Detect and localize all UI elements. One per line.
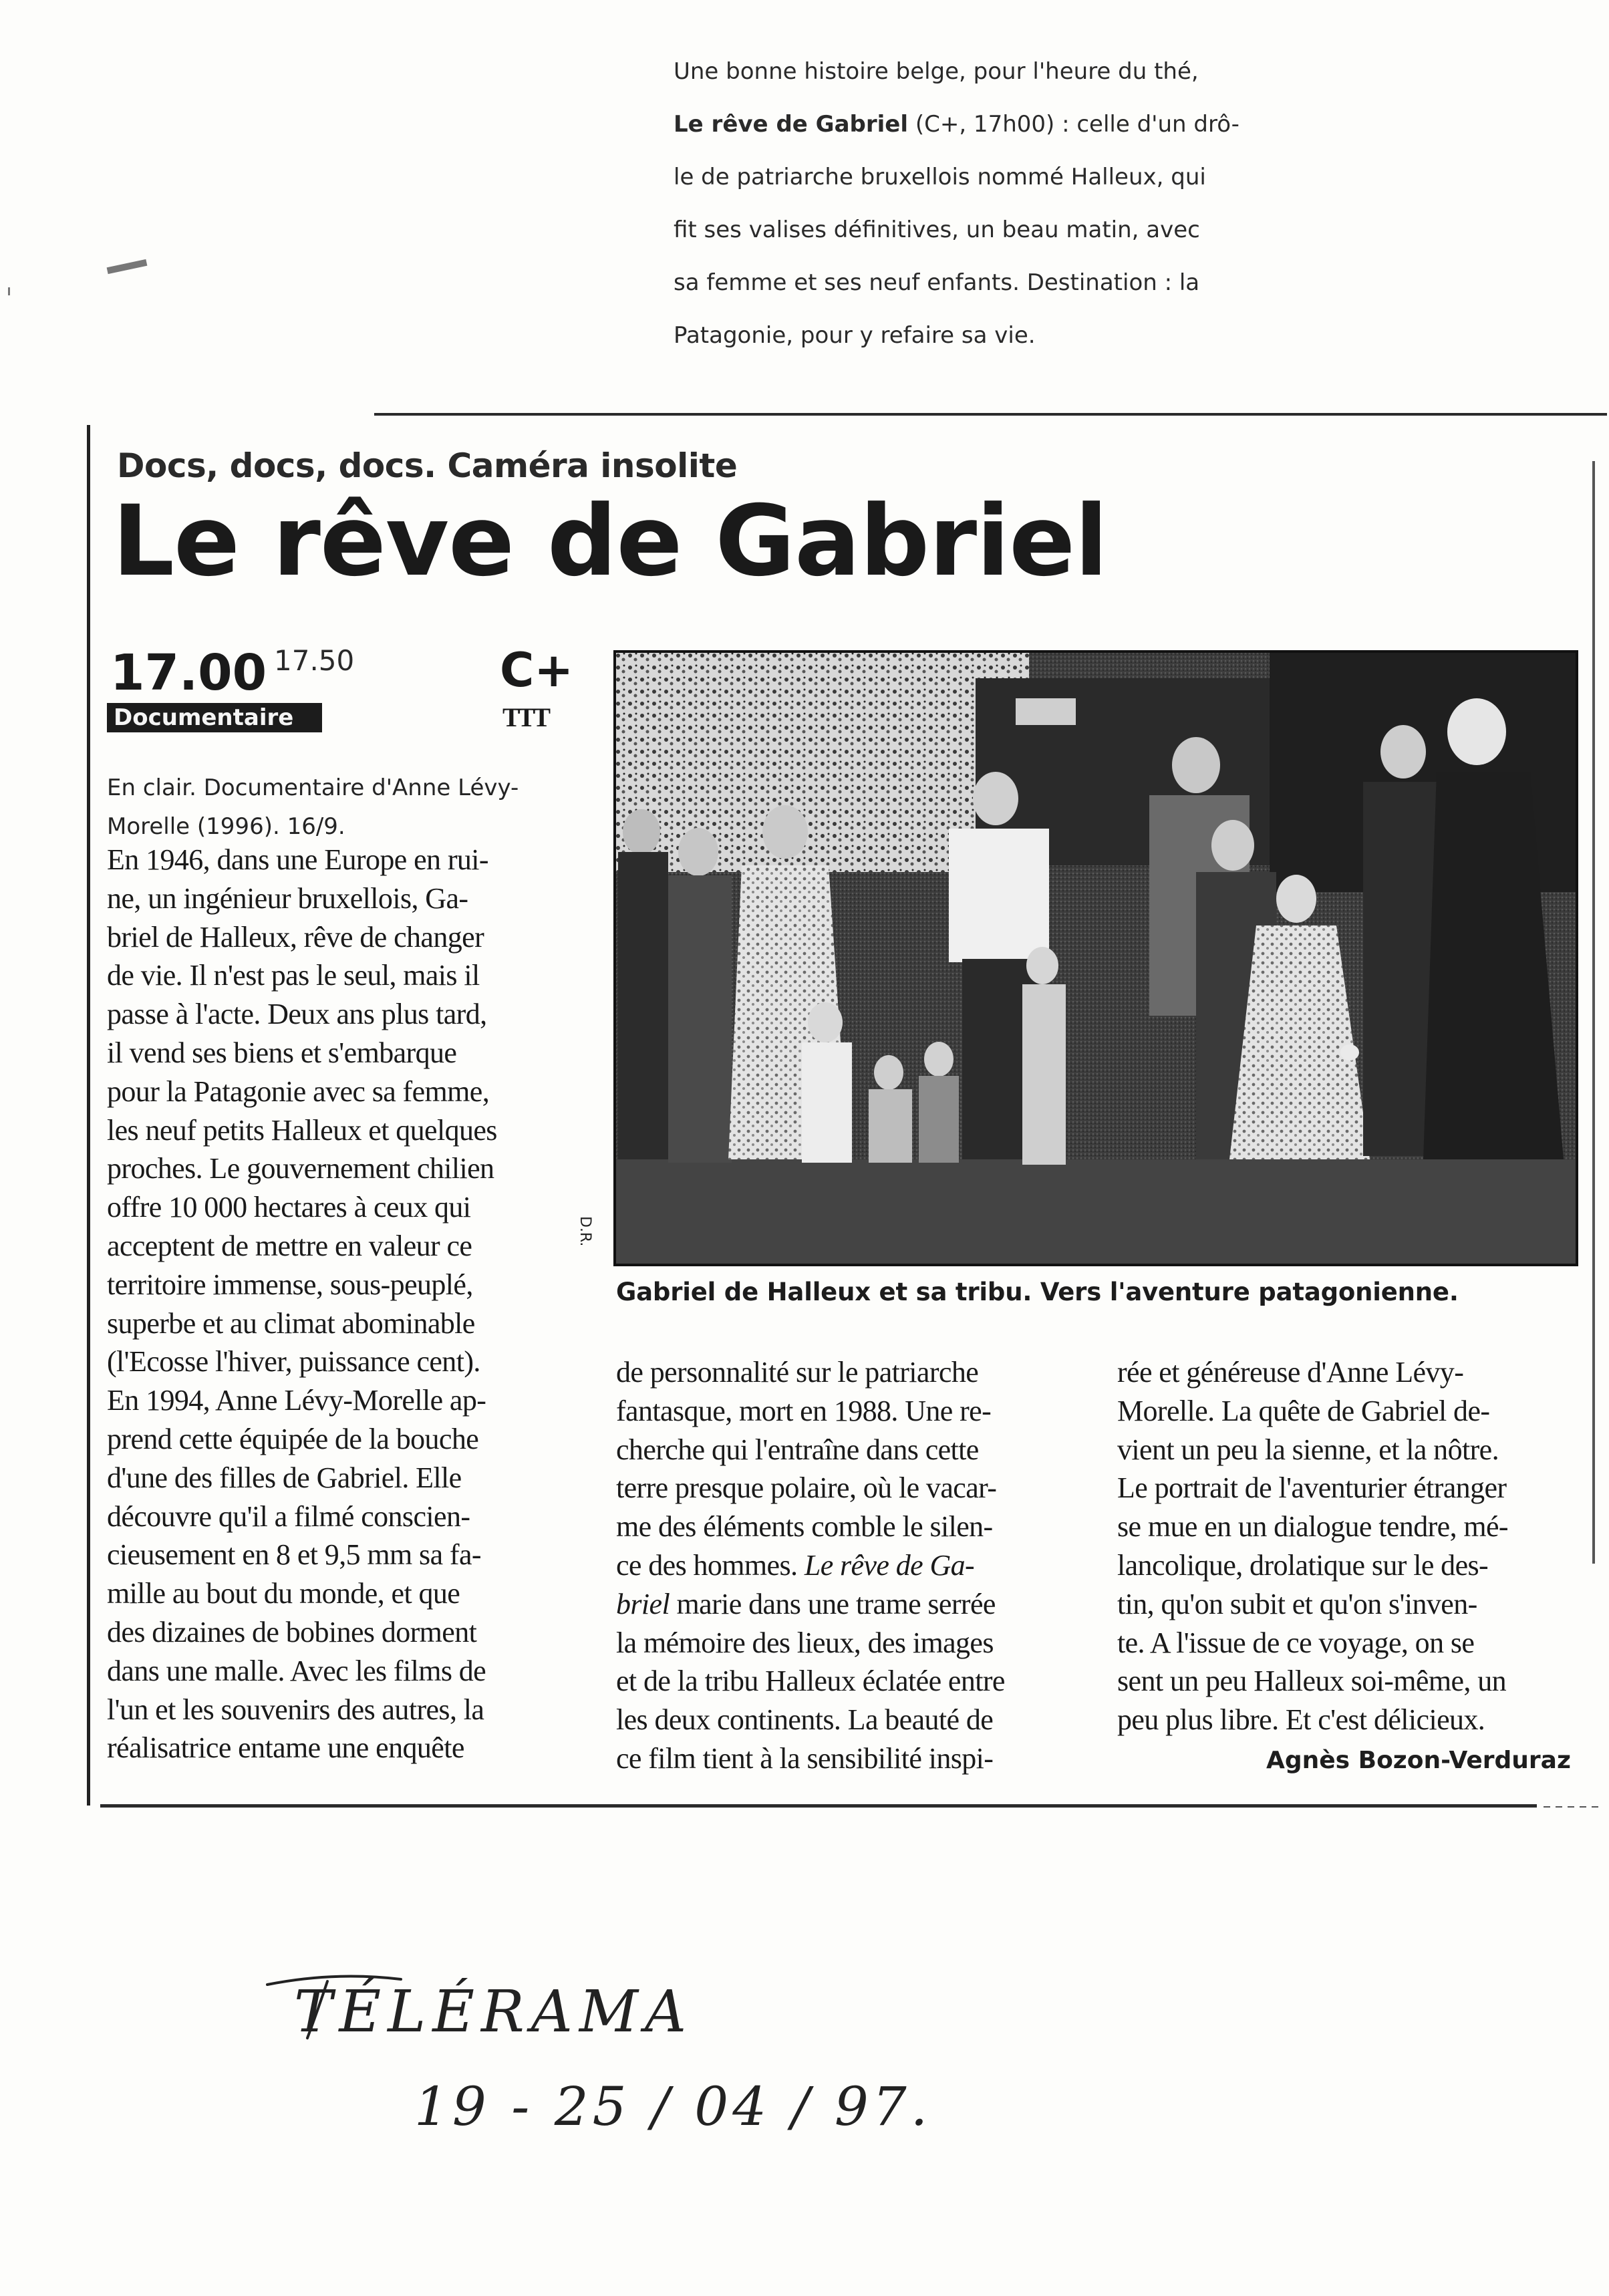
body-line: et de la tribu Halleux éclatée entre <box>616 1665 1005 1698</box>
body-line: me des éléments comble le silen- <box>616 1510 993 1544</box>
intro-line-rest: (C+, 17h00) : celle d'un drô- <box>908 111 1239 138</box>
scan-mark <box>107 259 148 274</box>
family-photo <box>615 652 1577 1265</box>
body-line: mille au bout du monde, et que <box>107 1577 460 1610</box>
body-line: Le portrait de l'aventurier étranger <box>1117 1471 1507 1505</box>
body-line: fantasque, mort en 1988. Une re- <box>616 1394 992 1427</box>
body-line: de vie. Il n'est pas le seul, mais il <box>107 959 480 992</box>
intro-line: Une bonne histoire belge, pour l'heure du thé, <box>674 58 1199 85</box>
body-line: superbe et au climat abominable <box>107 1306 475 1340</box>
genre-badge: Documentaire <box>107 703 322 732</box>
body-line: acceptent de mettre en valeur ce <box>107 1229 472 1262</box>
body-line: cieusement en 8 et 9,5 mm sa fa- <box>107 1538 481 1572</box>
article-lead <box>107 768 581 846</box>
body-line: proches. Le gouvernement chilien <box>107 1152 494 1185</box>
film-title: briel <box>616 1587 670 1620</box>
left-rule <box>87 425 90 1806</box>
body-line: passe à l'acte. Deux ans plus tard, <box>107 998 487 1031</box>
body-line: pour la Patagonie avec sa femme, <box>107 1074 490 1108</box>
body-line: ce film tient à la sensibilité inspi- <box>616 1741 994 1775</box>
intro-title: Le rêve de Gabriel <box>674 111 909 138</box>
intro-line: sa femme et ses neuf enfants. Destination : la <box>674 269 1200 296</box>
intro-line: le de patriarche bruxellois nommé Halleux, qui <box>674 164 1206 190</box>
author-byline: Agnès Bozon-Verduraz <box>1266 1747 1571 1774</box>
top-rule <box>374 413 1607 416</box>
body-line: prend cette équipée de la bouche <box>107 1422 479 1455</box>
body-line: des dizaines de bobines dorment <box>107 1615 477 1648</box>
body-line: te. A l'issue de ce voyage, on se <box>1117 1626 1475 1659</box>
body-line: les deux continents. La beauté de <box>616 1703 994 1737</box>
family-photo-illustration <box>615 652 1577 1265</box>
body-line: l'un et les souvenirs des autres, la <box>107 1693 484 1726</box>
body-line: peu plus libre. Et c'est délicieux. <box>1117 1703 1485 1737</box>
right-rule <box>1592 461 1595 1564</box>
body-line: réalisatrice entame une enquête <box>107 1731 464 1765</box>
body-line: découvre qu'il a filmé conscien- <box>107 1499 470 1533</box>
body-line: terre presque polaire, où le vacar- <box>616 1471 997 1505</box>
body-line <box>616 1546 1005 1585</box>
body-line: En 1994, Anne Lévy-Morelle ap- <box>107 1384 486 1417</box>
body-line: ne, un ingénieur bruxellois, Ga- <box>107 881 468 915</box>
body-line: vient un peu la sienne, et la nôtre. <box>1117 1433 1499 1466</box>
body-column-2 <box>616 1353 1005 1778</box>
body-line: En 1946, dans une Europe en rui- <box>107 843 488 876</box>
end-time: 17.50 <box>274 644 355 677</box>
body-column-3 <box>1117 1353 1508 1739</box>
body-line: offre 10 000 hectares à ceux qui <box>107 1191 471 1224</box>
body-line: tin, qu'on subit et qu'on s'inven- <box>1117 1587 1477 1620</box>
body-line: se mue en un dialogue tendre, mé- <box>1117 1510 1508 1544</box>
body-text: ce des hommes. <box>616 1548 804 1582</box>
start-time: 17.00 <box>110 644 267 702</box>
body-text: marie dans une trame serrée <box>670 1587 996 1620</box>
scan-mark <box>8 287 10 295</box>
bottom-rule <box>100 1804 1537 1808</box>
body-line: Morelle. La quête de Gabriel de- <box>1117 1394 1490 1427</box>
body-line: dans une malle. Avec les films de <box>107 1654 486 1687</box>
intro-blurb <box>674 45 1288 362</box>
body-line: (l'Ecosse l'hiver, puissance cent). <box>107 1345 480 1379</box>
bottom-rule-dash <box>1544 1806 1604 1808</box>
handwritten-dates: 19 - 25 / 04 / 97. <box>414 2075 932 2138</box>
article-kicker: Docs, docs, docs. Caméra insolite <box>117 446 738 485</box>
body-line: territoire immense, sous-peuplé, <box>107 1268 473 1301</box>
critic-rating: TTT <box>502 702 549 732</box>
body-line: il vend ses biens et s'embarque <box>107 1036 457 1069</box>
body-line: rée et généreuse d'Anne Lévy- <box>1117 1356 1464 1389</box>
lead-line: En clair. Documentaire d'Anne Lévy- <box>107 774 519 801</box>
body-line: lancolique, drolatique sur le des- <box>1117 1548 1489 1582</box>
photo-credit: D.R. <box>577 1216 593 1247</box>
intro-line: Patagonie, pour y refaire sa vie. <box>674 322 1036 349</box>
body-line <box>616 1585 1005 1624</box>
body-line: les neuf petits Halleux et quelques <box>107 1113 497 1147</box>
body-line: cherche qui l'entraîne dans cette <box>616 1433 979 1466</box>
body-line: sent un peu Halleux soi-même, un <box>1117 1665 1506 1698</box>
handwritten-note <box>254 1931 932 2172</box>
body-line: d'une des filles de Gabriel. Elle <box>107 1461 462 1494</box>
film-title: Le rêve de Ga- <box>804 1548 975 1582</box>
body-column-1 <box>107 841 497 1767</box>
photo-caption: Gabriel de Halleux et sa tribu. Vers l'aventure patagonienne. <box>616 1278 1459 1306</box>
lead-line: Morelle (1996). 16/9. <box>107 813 345 840</box>
body-line: la mémoire des lieux, des images <box>616 1626 994 1659</box>
body-line: briel de Halleux, rêve de changer <box>107 920 484 954</box>
channel-badge: C+ <box>500 643 574 698</box>
article-headline: Le rêve de Gabriel <box>112 484 1108 598</box>
intro-line: fit ses valises définitives, un beau matin, avec <box>674 217 1200 243</box>
body-line: de personnalité sur le patriarche <box>616 1356 979 1389</box>
handwritten-publication: TÉLÉRAMA <box>294 1979 694 2045</box>
intro-line <box>674 98 1288 151</box>
